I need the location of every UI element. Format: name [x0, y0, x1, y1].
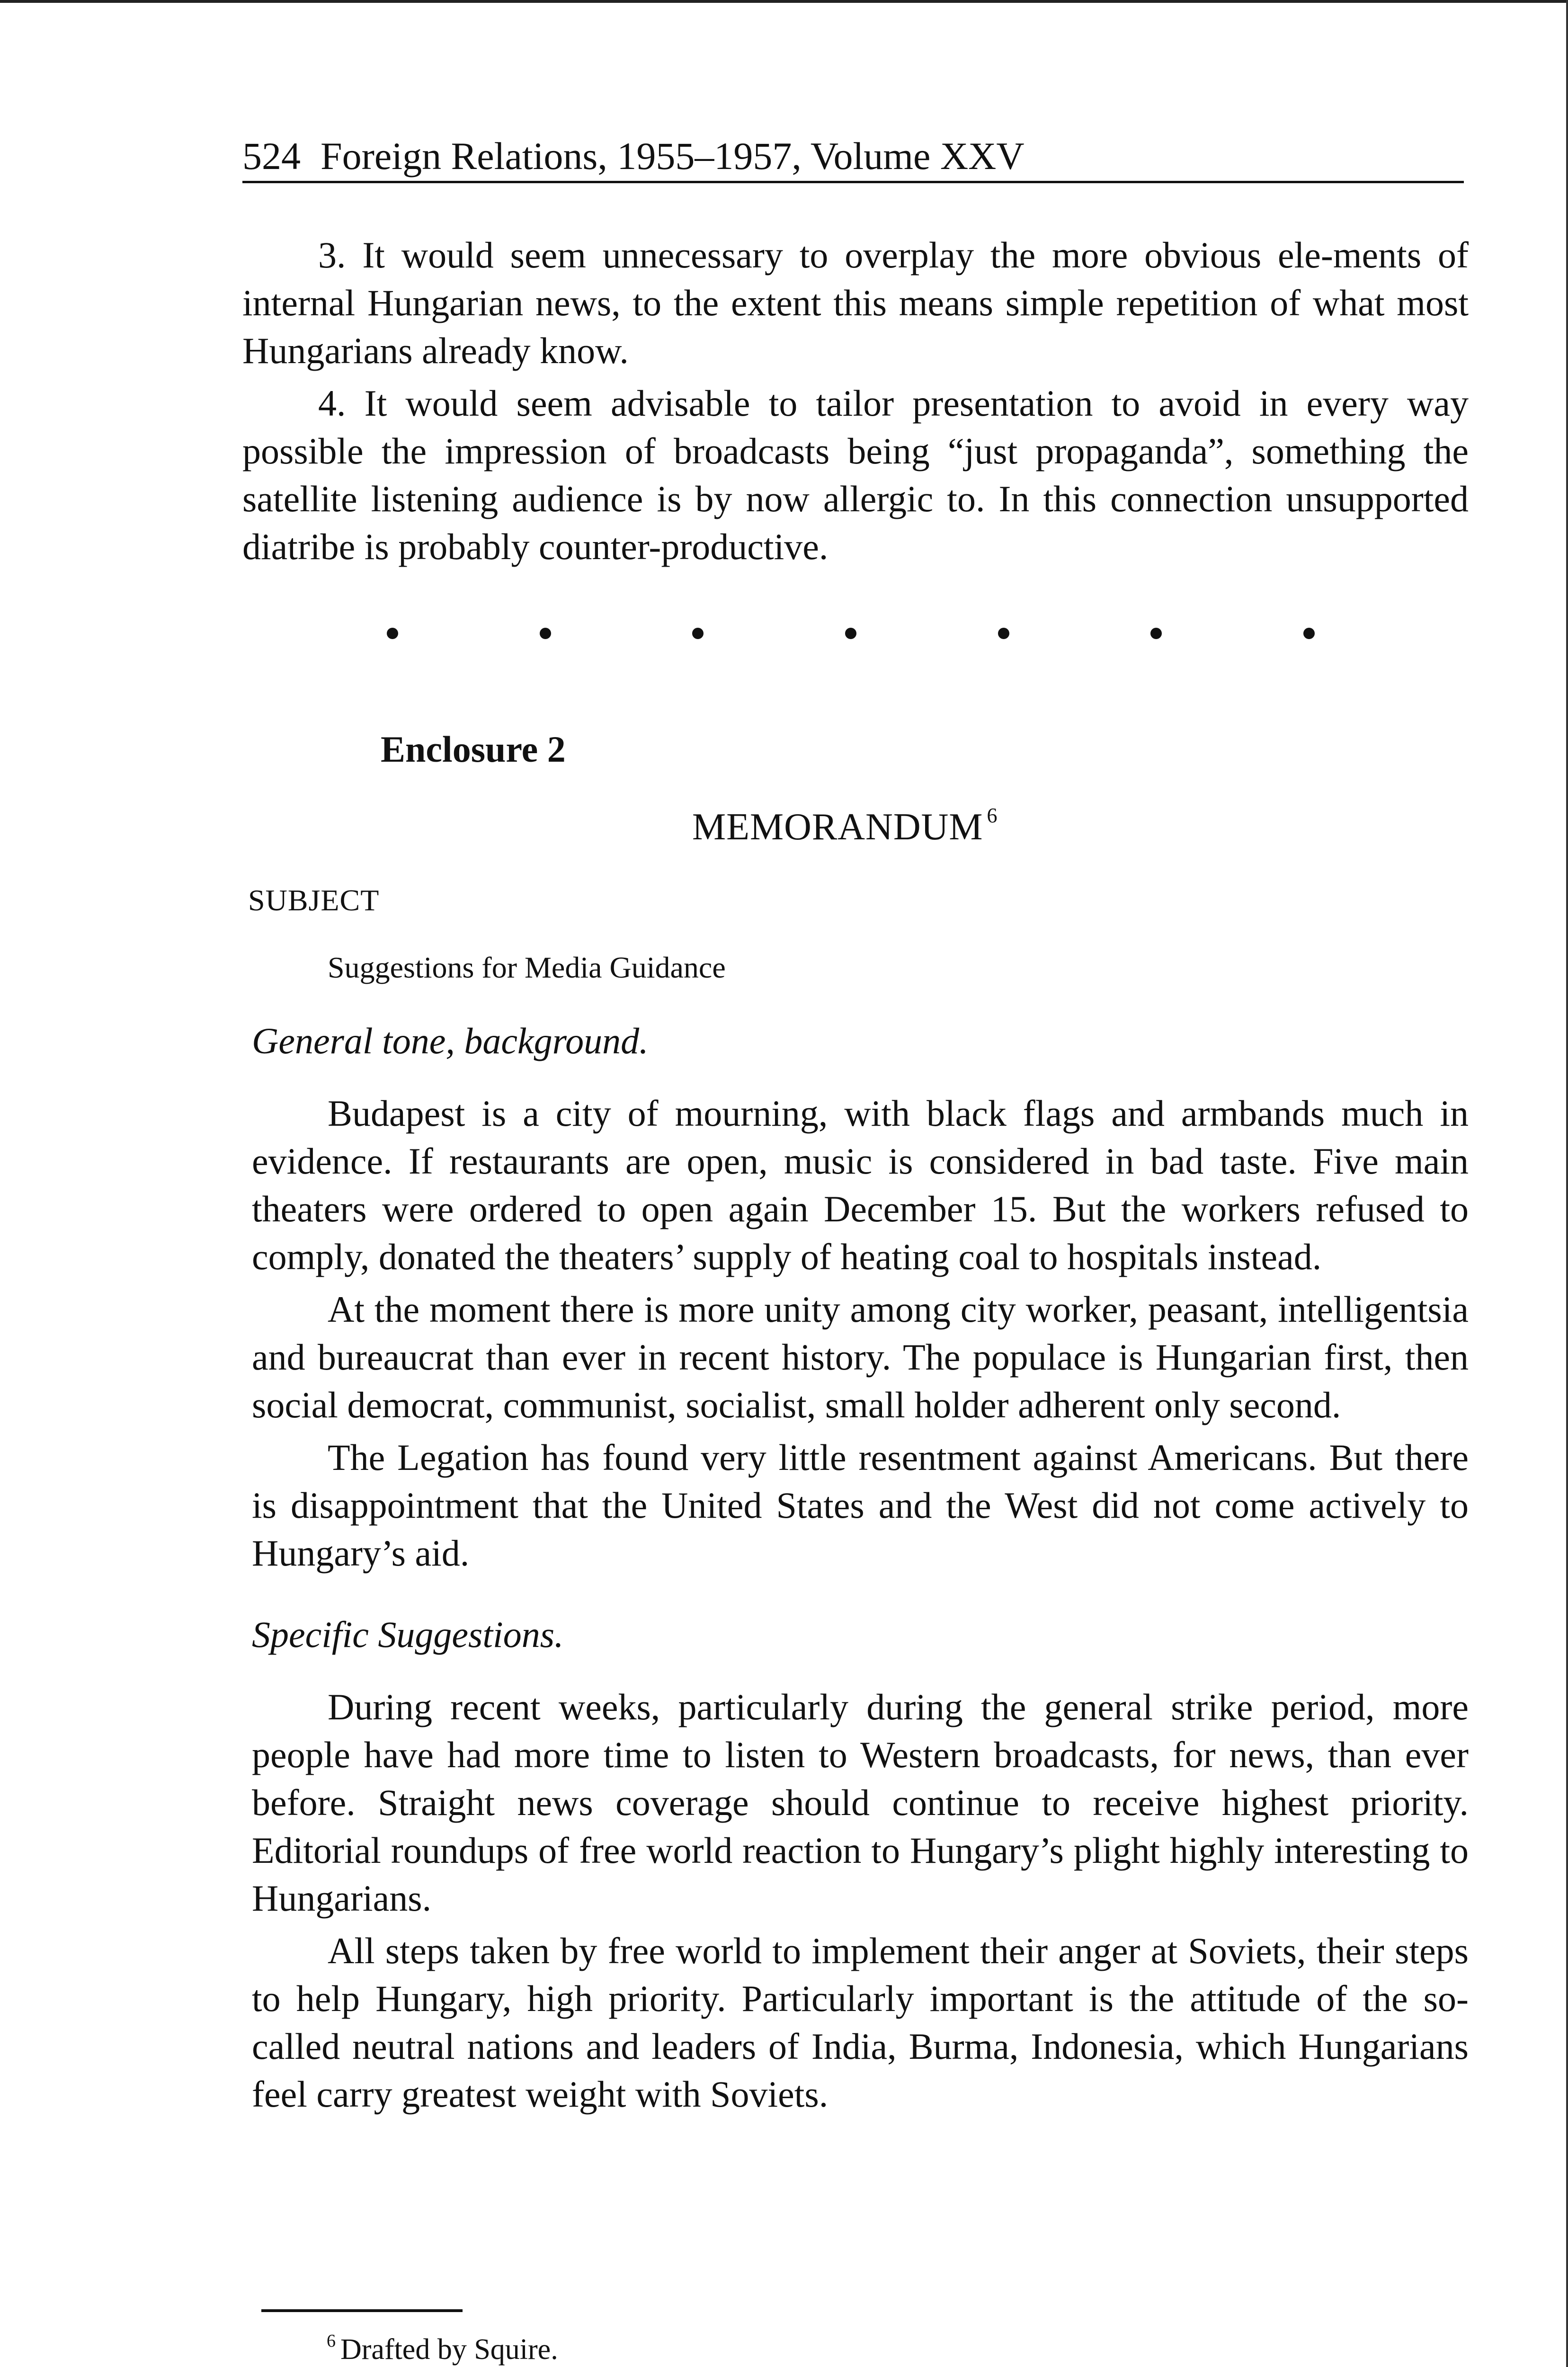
paragraph-3: 3. It would seem unnecessary to overplay the more obvious ele-ments of internal Hungarian news, to the extent this means simple repetition of what most Hungarians already know.: [242, 234, 1469, 371]
section-general-tone: [242, 1089, 1469, 1577]
paragraph-western-broadcasts: During recent weeks, particularly during the general strike period, more people have had more time to listen to Western broadcasts, for news, than ever before. Straight news coverage should continue to receive highest priority. Editorial roundups of free world reaction to Hungary’s plight highly interesting to Hungarians.: [252, 1686, 1469, 1919]
paragraph-unity: At the moment there is more unity among city worker, peasant, intelligentsia and bureaucrat than ever in recent history. The populace is Hungarian first, then social democrat, communist, socialist, small holder adherent only second.: [252, 1289, 1469, 1425]
paragraph-legation: The Legation has found very little resentment against Americans. But there is disappointment that the United States and the West did not come actively to Hungary’s aid.: [252, 1437, 1469, 1574]
footnote: [327, 2320, 558, 2367]
running-title: Foreign Relations, 1955–1957, Volume XXV: [321, 134, 1025, 178]
running-head: [242, 133, 1464, 183]
footnote-reference: 6: [987, 804, 998, 827]
footnote-text: Drafted by Squire.: [340, 2333, 558, 2366]
separator-dot: [692, 628, 704, 639]
paragraph-4: 4. It would seem advisable to tailor presentation to avoid in every way possible the impression of broadcasts being “just propaganda”, something the satellite listening audience is by now allergic to. In this connection unsupported diatribe is probably counter-productive.: [242, 383, 1469, 567]
page-top-border: [0, 0, 1568, 3]
paragraph-budapest-mourning: Budapest is a city of mourning, with black flags and armbands much in evidence. If restaurants are open, music is considered in bad taste. Five main theaters were ordered to open again December 15. But the workers refused to comply, donated the theaters’ supply of heating coal to hospitals instead.: [252, 1093, 1469, 1277]
section-specific-suggestions: [242, 1683, 1469, 2118]
enclosure-heading: Enclosure 2: [381, 729, 566, 770]
subject-value: Suggestions for Media Guidance: [328, 951, 726, 984]
ellipsis-separator: [387, 612, 1315, 655]
separator-dot: [540, 628, 551, 639]
separator-dot: [1150, 628, 1162, 639]
separator-dot: [845, 628, 856, 639]
page-right-border: [1566, 0, 1568, 2367]
page-body: [242, 231, 1469, 2123]
separator-dot: [1303, 628, 1315, 639]
page-number: 524: [242, 134, 301, 178]
subject-label: SUBJECT: [248, 883, 380, 917]
separator-dot: [387, 628, 398, 639]
footnote-marker: 6: [327, 2331, 336, 2351]
footnote-rule: [261, 2309, 463, 2312]
memorandum-title: [692, 792, 1469, 851]
separator-dot: [998, 628, 1009, 639]
memorandum-title-text: MEMORANDUM: [692, 806, 983, 848]
paragraph-free-world-steps: All steps taken by free world to implement their anger at Soviets, their steps to help Hungary, high priority. Particularly important is the attitude of the so-called neutral nations and leaders of India, Burma, Indonesia, which Hungarians feel carry greatest weight with Soviets.: [252, 1930, 1469, 2115]
section-heading-specific-suggestions: Specific Suggestions.: [252, 1614, 564, 1655]
section-heading-general-tone: General tone, background.: [252, 1020, 649, 1061]
